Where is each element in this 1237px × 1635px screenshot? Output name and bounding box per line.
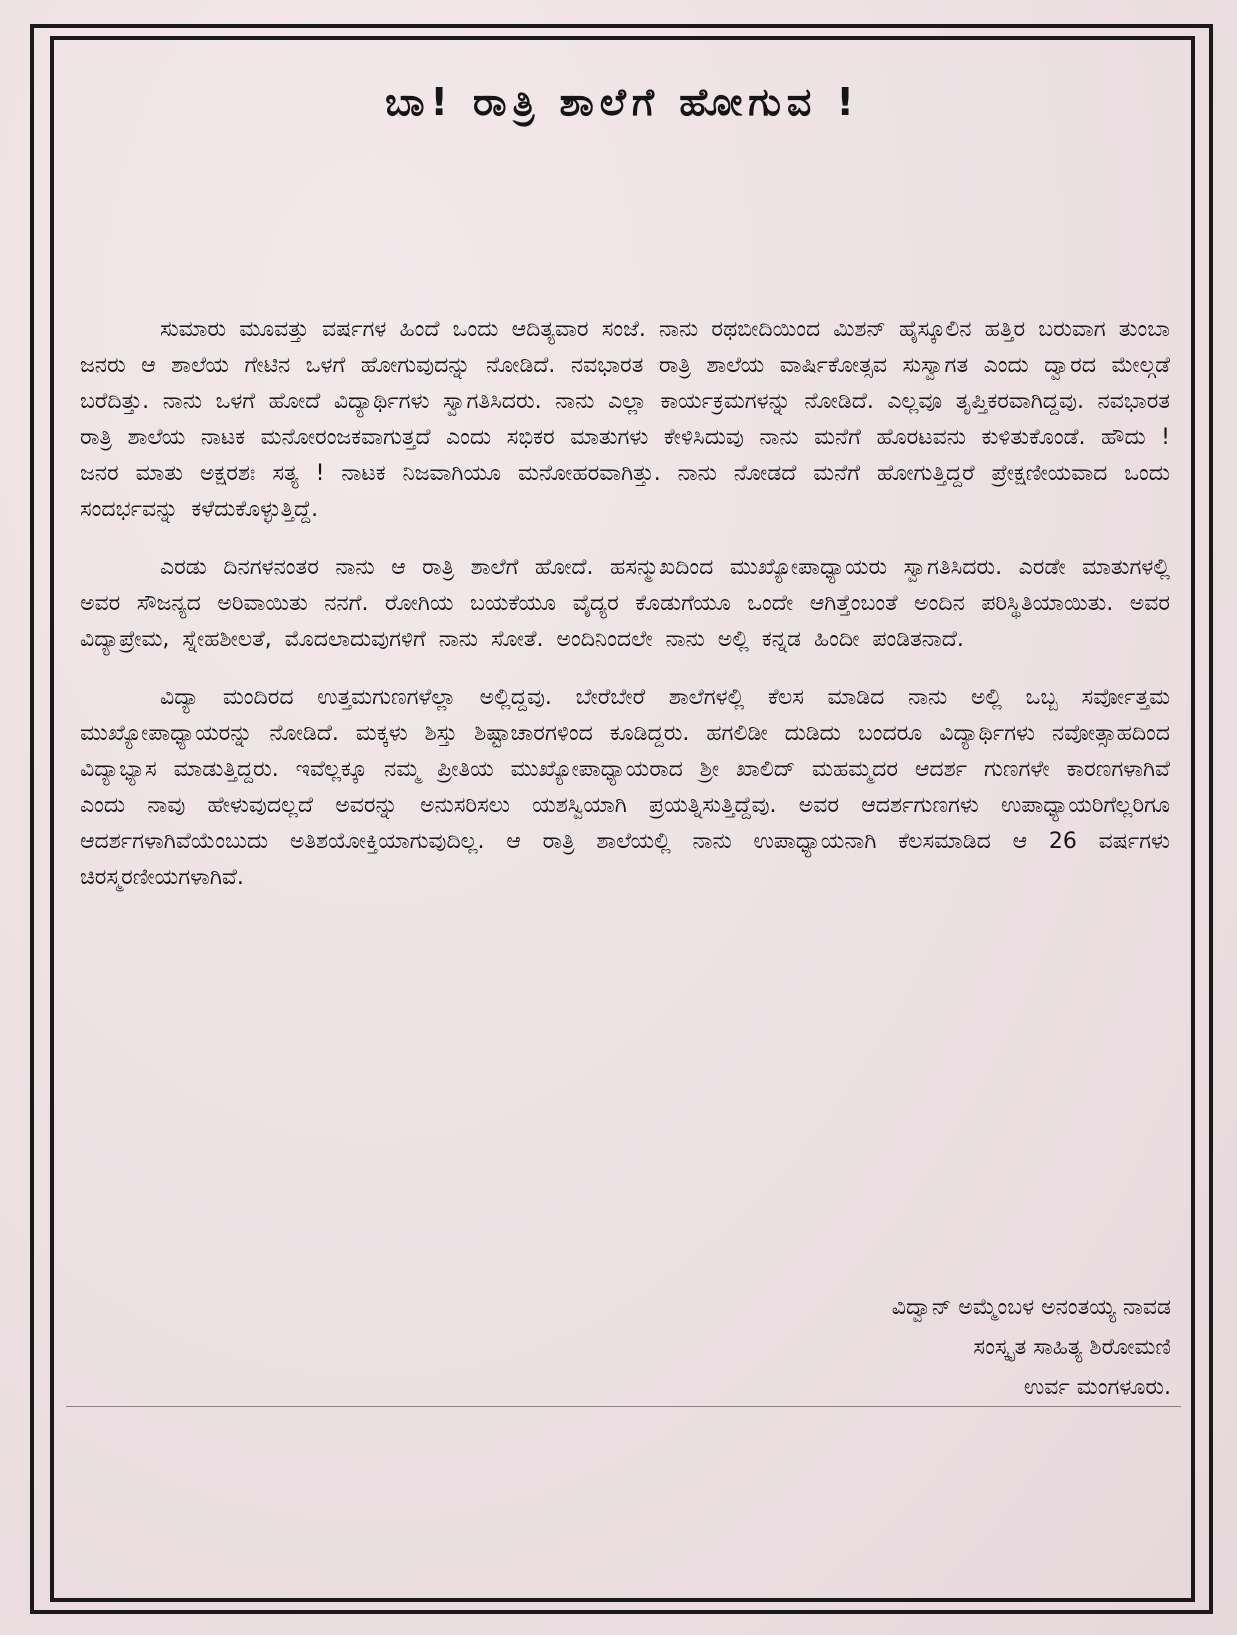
paragraph-2: ಎರಡು ದಿನಗಳನಂತರ ನಾನು ಆ ರಾತ್ರಿ ಶಾಲೆಗೆ ಹೋದೆ. ಹಸನ್ಮುಖದಿಂದ ಮುಖ್ಯೋಪಾಧ್ಯಾಯರು ಸ್ವಾಗತಿಸಿದರು. ಎರಡೇ ಮಾತುಗಳಲ್ಲಿ ಅವರ ಸೌಜನ್ಯದ ಅರಿವಾಯಿತು ನನಗೆ. ರೋಗಿಯ ಬಯಕೆಯೂ ವೈದ್ಯರ ಕೊಡುಗೆಯೂ ಒಂದೇ ಆಗಿತ್ತೆಂಬಂತೆ ಅಂದಿನ ಪರಿಸ್ಥಿತಿಯಾಯಿತು. ಅವರ ವಿದ್ಯಾಪ್ರೇಮ, ಸ್ನೇಹಶೀಲತೆ, ಮೊದಲಾದುವುಗಳಿಗೆ ನಾನು ಸೋತೆ. ಅಂದಿನಿಂದಲೇ ನಾನು ಅಲ್ಲಿ ಕನ್ನಡ ಹಿಂದೀ ಪಂಡಿತನಾದೆ. <box>80 555 1170 652</box>
article-title: ಬಾ! ರಾತ್ರಿ ಶಾಲೆಗೆ ಹೋಗುವ ! <box>385 80 860 124</box>
author-title: ಸಂಸ್ಕೃತ ಸಾಹಿತ್ಯ ಶಿರೋಮಣಿ <box>973 1335 1171 1360</box>
author-name: ವಿದ್ವಾನ್ ಅಮ್ಮೆಂಬಳ ಅನಂತಯ್ಯ ನಾವಡ <box>891 1295 1171 1320</box>
author-place: ಉರ್ವ ಮಂಗಳೂರು. <box>1023 1375 1171 1400</box>
signature-block <box>671 1288 1171 1408</box>
paragraph-1: ಸುಮಾರು ಮೂವತ್ತು ವರ್ಷಗಳ ಹಿಂದೆ ಒಂದು ಆದಿತ್ಯವಾರ ಸಂಜೆ. ನಾನು ರಥಬೀದಿಯಿಂದ ಮಿಶನ್ ಹೈಸ್ಕೂಲಿನ ಹತ್ತಿರ ಬರುವಾಗ ತುಂಬಾ ಜನರು ಆ ಶಾಲೆಯ ಗೇಟಿನ ಒಳಗೆ ಹೋಗುವುದನ್ನು ನೋಡಿದೆ. ನವಭಾರತ ರಾತ್ರಿ ಶಾಲೆಯ ವಾರ್ಷಿಕೋತ್ಸವ ಸುಸ್ವಾಗತ ಎಂದು ದ್ವಾರದ ಮೇಲ್ಗಡೆ ಬರೆದಿತ್ತು. ನಾನು ಒಳಗೆ ಹೋದೆ ವಿದ್ಯಾರ್ಥಿಗಳು ಸ್ವಾಗತಿಸಿದರು. ನಾನು ಎಲ್ಲಾ ಕಾರ್ಯಕ್ರಮಗಳನ್ನು ನೋಡಿದೆ. ಎಲ್ಲವೂ ತೃಪ್ತಿಕರವಾಗಿದ್ದವು. ನವಭಾರತ ರಾತ್ರಿ ಶಾಲೆಯ ನಾಟಕ ಮನೋರಂಜಕವಾಗುತ್ತದೆ ಎಂದು ಸಭಿಕರ ಮಾತುಗಳು ಕೇಳಿಸಿದುವು ನಾನು ಮನೆಗೆ ಹೊರಟವನು ಕುಳಿತುಕೊಂಡೆ. ಹೌದು ! ಜನರ ಮಾತು ಅಕ್ಷರಶಃ ಸತ್ಯ ! ನಾಟಕ ನಿಜವಾಗಿಯೂ ಮನೋಹರವಾಗಿತ್ತು. ನಾನು ನೋಡದೆ ಮನೆಗೆ ಹೋಗುತ್ತಿದ್ದರೆ ಪ್ರೇಕ್ಷಣೀಯವಾದ ಒಂದು ಸಂದರ್ಭವನ್ನು ಕಳೆದುಕೊಳ್ಳುತ್ತಿದ್ದೆ. <box>80 317 1170 522</box>
paragraph-3: ವಿದ್ಯಾ ಮಂದಿರದ ಉತ್ತಮಗುಣಗಳೆಲ್ಲಾ ಅಲ್ಲಿದ್ದವು. ಬೇರೆಬೇರೆ ಶಾಲೆಗಳಲ್ಲಿ ಕೆಲಸ ಮಾಡಿದ ನಾನು ಅಲ್ಲಿ ಒಬ್ಬ ಸರ್ವೋತ್ತಮ ಮುಖ್ಯೋಪಾಧ್ಯಾಯರನ್ನು ನೋಡಿದೆ. ಮಕ್ಕಳು ಶಿಸ್ತು ಶಿಷ್ಟಾಚಾರಗಳಿಂದ ಕೂಡಿದ್ದರು. ಹಗಲಿಡೀ ದುಡಿದು ಬಂದರೂ ವಿದ್ಯಾರ್ಥಿಗಳು ನವೋತ್ಸಾಹದಿಂದ ವಿದ್ಯಾಭ್ಯಾಸ ಮಾಡುತ್ತಿದ್ದರು. ಇವೆಲ್ಲಕ್ಕೂ ನಮ್ಮ ಪ್ರೀತಿಯ ಮುಖ್ಯೋಪಾಧ್ಯಾಯರಾದ ಶ್ರೀ ಖಾಲಿದ್ ಮಹಮ್ಮದರ ಆದರ್ಶ ಗುಣಗಳೇ ಕಾರಣಗಳಾಗಿವೆ ಎಂದು ನಾವು ಹೇಳುವುದಲ್ಲದೆ ಅವರನ್ನು ಅನುಸರಿಸಲು ಯಶಸ್ವಿಯಾಗಿ ಪ್ರಯತ್ನಿಸುತ್ತಿದ್ದೆವು. ಅವರ ಆದರ್ಶಗುಣಗಳು ಉಪಾಧ್ಯಾಯರಿಗೆಲ್ಲರಿಗೂ ಆದರ್ಶಗಳಾಗಿವೆಯೆಂಬುದು ಅತಿಶಯೋಕ್ತಿಯಾಗುವುದಿಲ್ಲ. ಆ ರಾತ್ರಿ ಶಾಲೆಯಲ್ಲಿ ನಾನು ಉಪಾಧ್ಯಾಯನಾಗಿ ಕೆಲಸಮಾಡಿದ ಆ 26 ವರ್ಷಗಳು ಚಿರಸ್ಮರಣೀಯಗಳಾಗಿವೆ. <box>80 685 1170 890</box>
article-body <box>80 312 1170 918</box>
divider-line <box>66 1406 1181 1407</box>
